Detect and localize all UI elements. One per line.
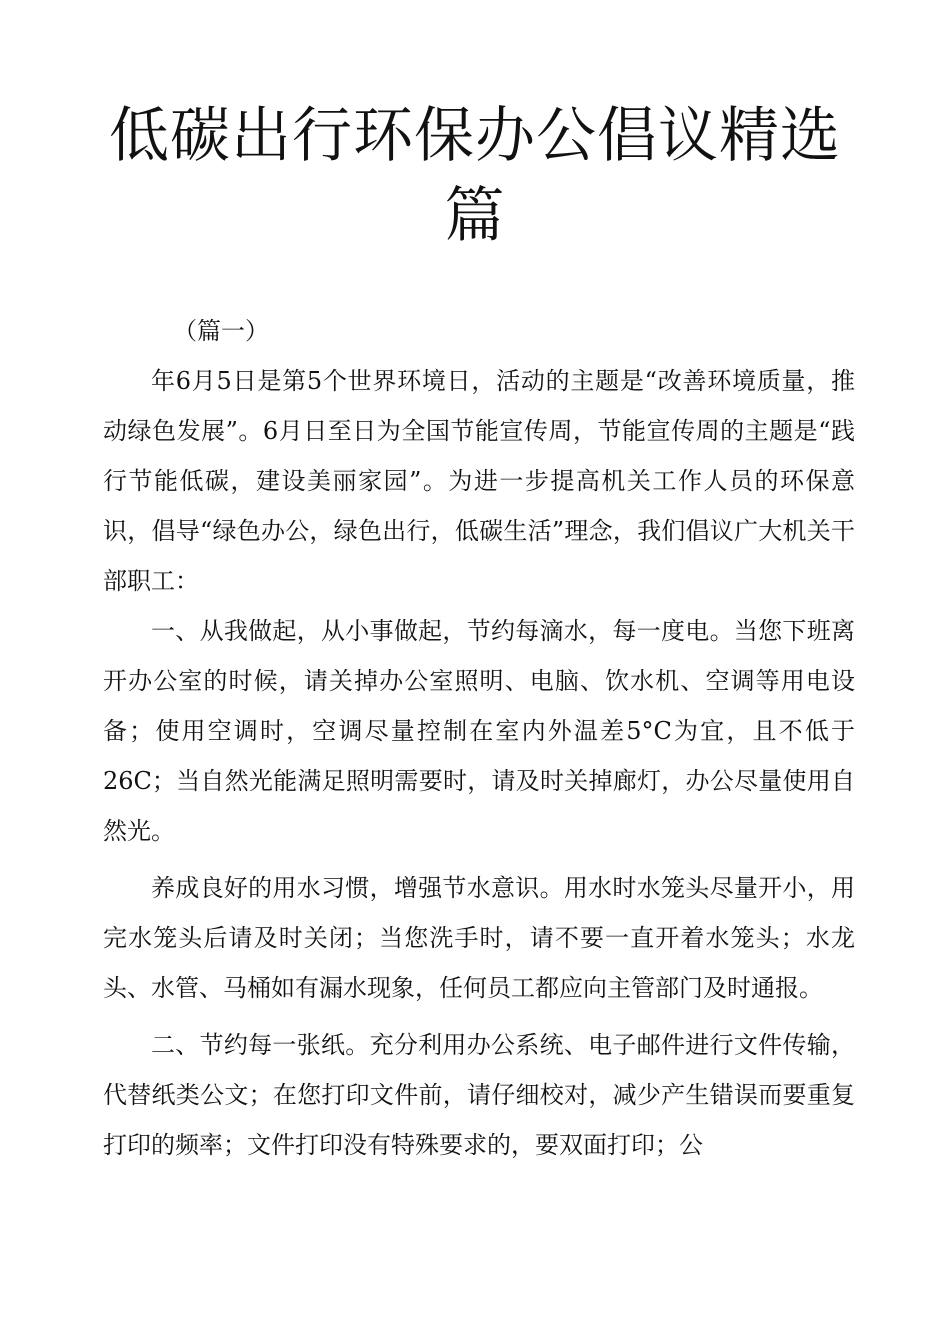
paragraph-water: 养成良好的用水习惯，增强节水意识。用水时水笼头尽量开小，用完水笼头后请及时关闭；当您洗手时，请不要一直开着水笼头；水龙头、水管、马桶如有漏水现象，任何员工都应向主管部门及时通报。 [103,874,855,1002]
paragraph-item-1: 一、从我做起，从小事做起，节约每滴水，每一度电。当您下班离开办公室的时候，请关掉办公室照明、电脑、饮水机、空调等用电设备；使用空调时，空调尽量控制在室内外温差5°C为宜，且不低于26C；当自然光能满足照明需要时，请及时关掉廊灯，办公尽量使用自然光。 [103,617,855,845]
document-body [103,306,855,1170]
section-label: （篇一） [173,317,269,345]
document-title-line-2: 篇 [444,181,506,251]
paragraph-intro: 年6月5日是第5个世界环境日，活动的主题是“改善环境质量，推动绿色发展”。6月日至日为全国节能宣传周，节能宣传周的主题是“践行节能低碳，建设美丽家园”。为进一步提高机关工作人员的环保意识，倡导“绿色办公，绿色出行，低碳生活”理念，我们倡议广大机关干部职工： [103,367,855,595]
document-title-line-1: 低碳出行环保办公倡议精选 [109,101,841,171]
paragraph-item-2: 二、节约每一张纸。充分利用办公系统、电子邮件进行文件传输，代替纸类公文；在您打印文件前，请仔细校对，减少产生错误而要重复打印的频率；文件打印没有特殊要求的，要双面打印；公 [103,1031,855,1159]
